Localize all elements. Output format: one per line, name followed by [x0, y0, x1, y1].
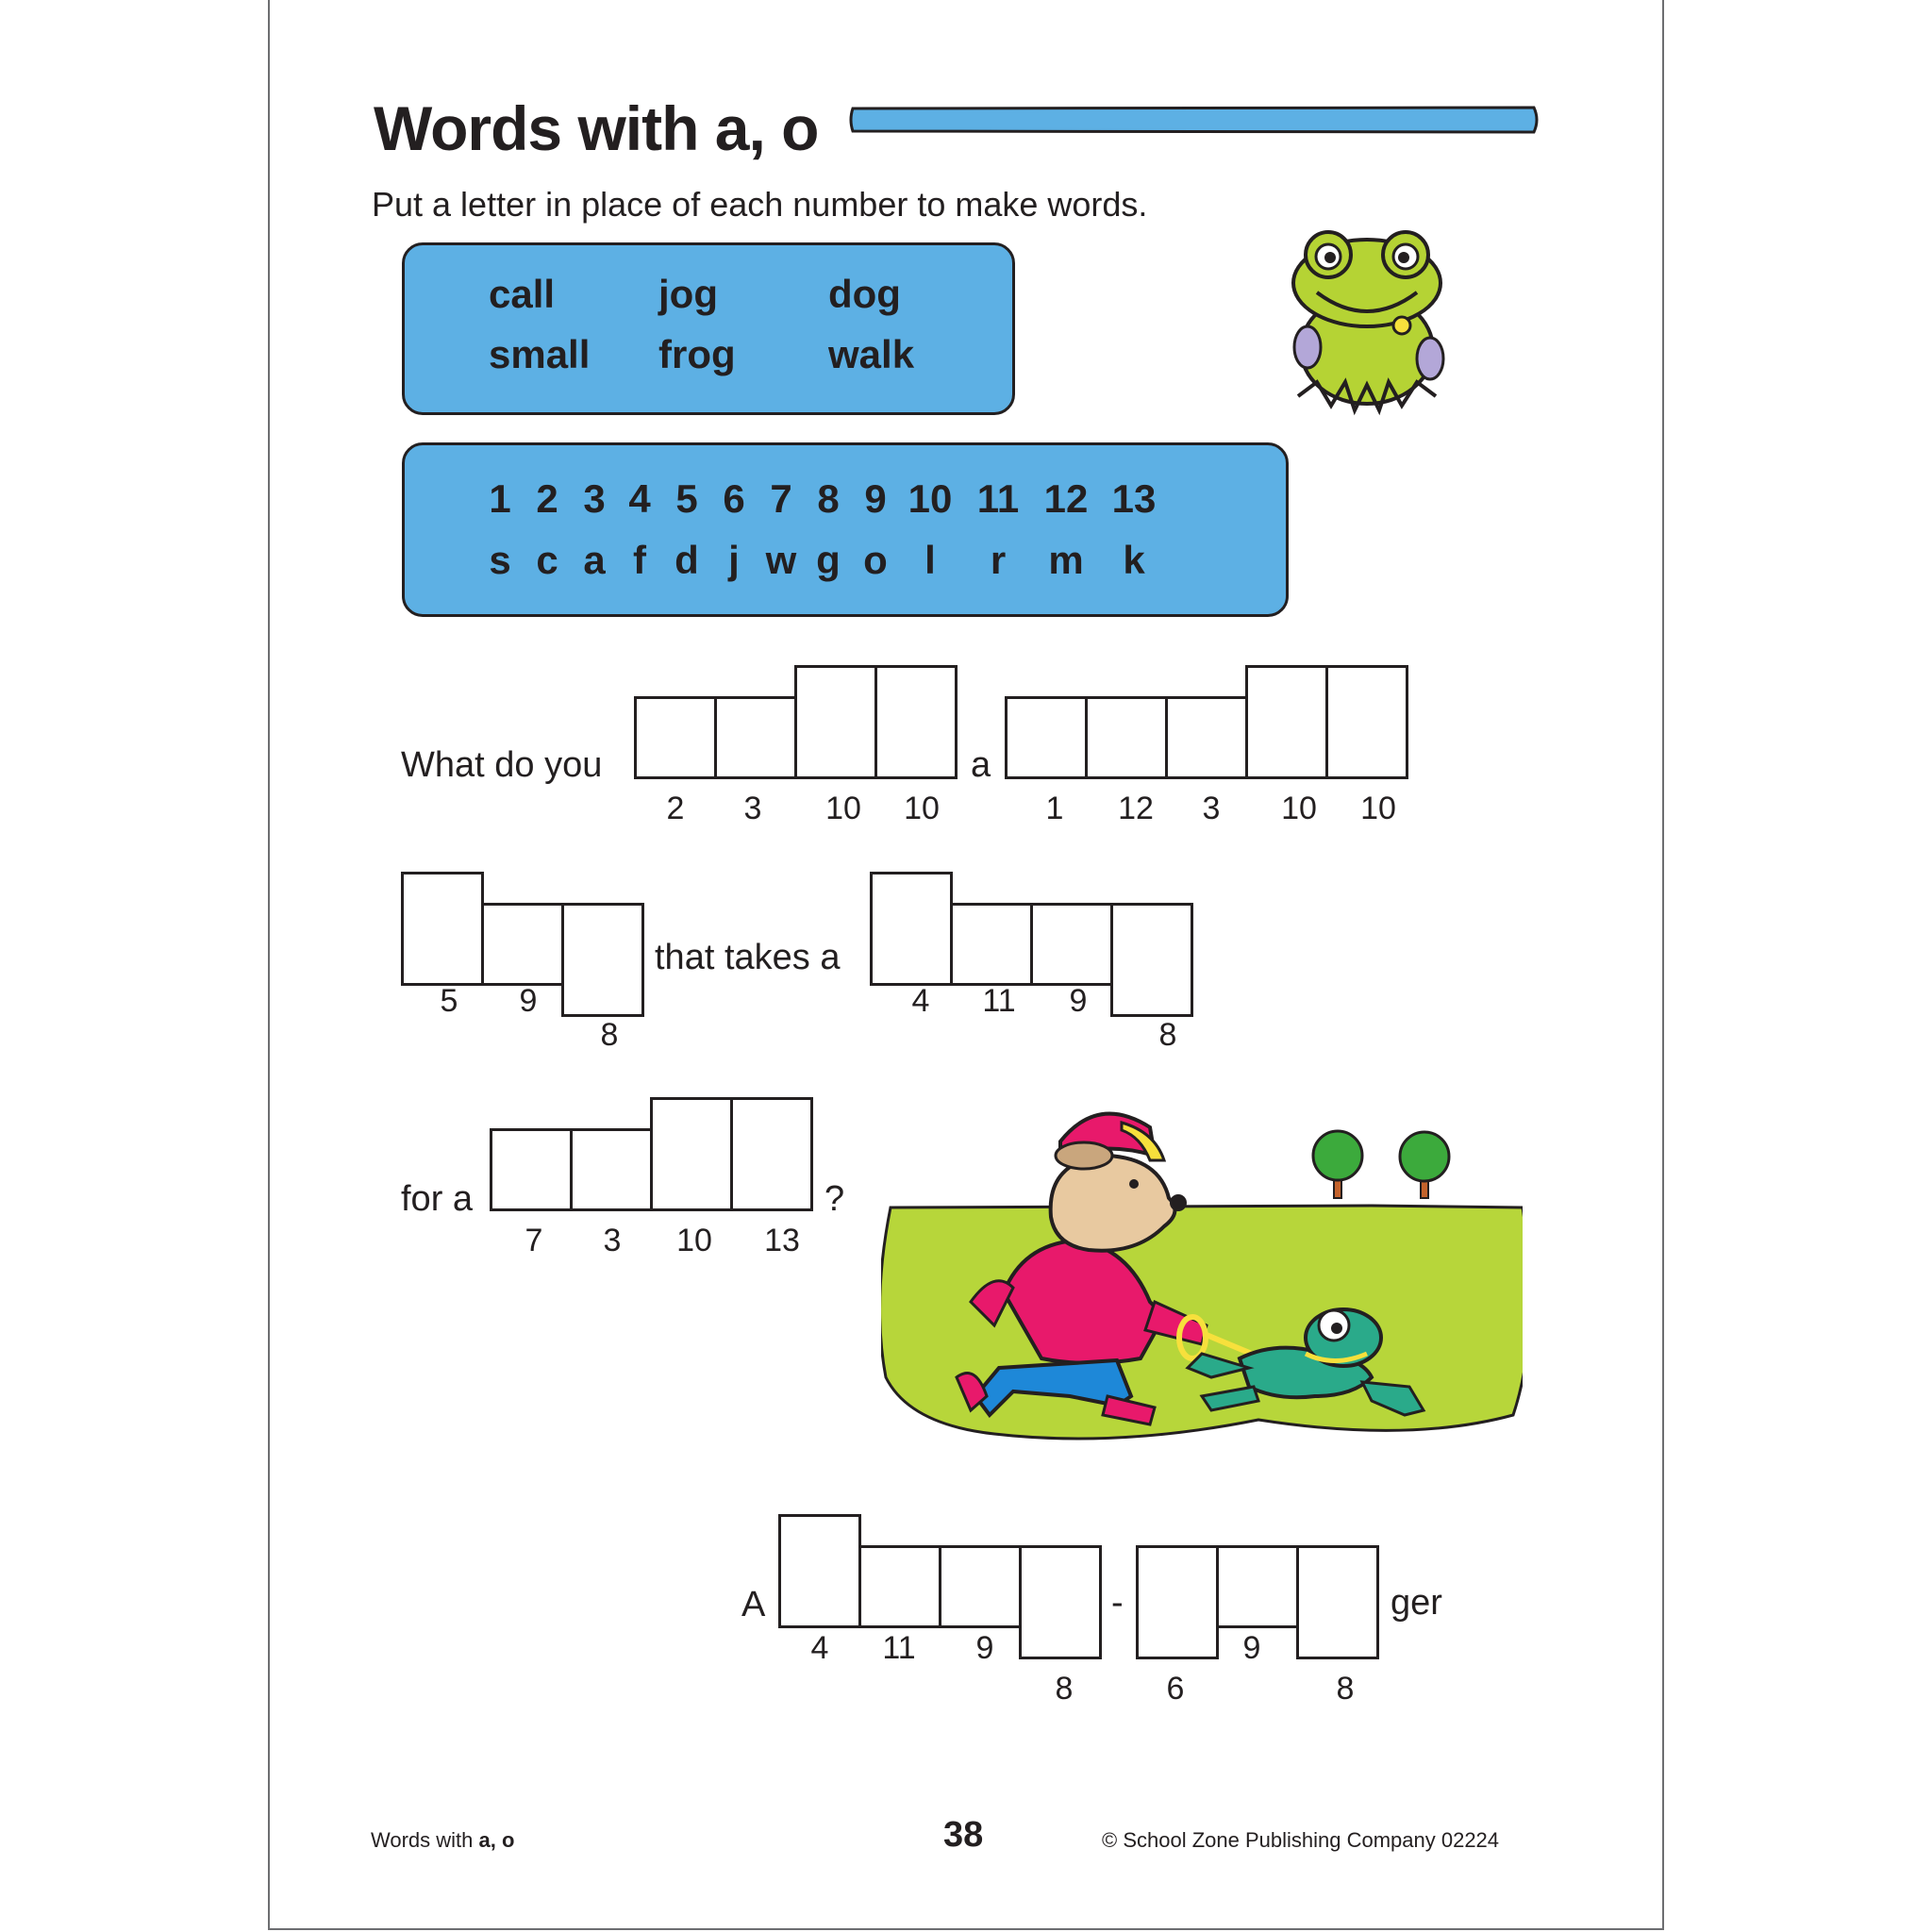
hyphen: -	[1111, 1583, 1124, 1623]
box-number: 4	[911, 983, 930, 1019]
code-letter: k	[1123, 538, 1145, 582]
letter-box[interactable]	[650, 1097, 733, 1211]
sentence-text: for a	[401, 1179, 474, 1219]
box-number: 9	[519, 983, 538, 1019]
letter-box[interactable]	[874, 665, 958, 779]
box-number: 6	[1166, 1671, 1185, 1707]
code-letter: c	[536, 538, 558, 582]
footer-topic	[371, 1828, 514, 1853]
box-number: 2	[666, 791, 685, 826]
box-number: 10	[676, 1223, 712, 1258]
letter-box[interactable]	[870, 872, 953, 986]
letter-box[interactable]	[1325, 665, 1408, 779]
code-letter: l	[924, 538, 936, 582]
box-number: 11	[982, 983, 1016, 1019]
box-number: 3	[603, 1223, 622, 1258]
box-number: 8	[1158, 1017, 1177, 1053]
letter-box[interactable]	[1019, 1545, 1102, 1659]
code-letter: a	[583, 538, 606, 582]
letter-box[interactable]	[1030, 903, 1113, 986]
letter-box[interactable]	[490, 1128, 573, 1211]
footer-topic-text: Words with	[371, 1828, 474, 1852]
code-number: 7	[770, 476, 792, 521]
sentence-text: that takes a	[655, 938, 841, 977]
letter-box[interactable]	[1216, 1545, 1299, 1628]
box-number: 12	[1118, 791, 1154, 826]
letter-box[interactable]	[1245, 665, 1328, 779]
code-number: 12	[1043, 476, 1089, 521]
answer-text: A	[741, 1585, 766, 1624]
code-letter: j	[728, 538, 740, 582]
word-bank-word: frog	[658, 332, 736, 376]
box-number: 4	[810, 1630, 829, 1666]
box-number: 11	[882, 1630, 916, 1666]
box-number: 3	[743, 791, 762, 826]
word-bank-box	[402, 242, 1015, 415]
sentence-text: a	[971, 745, 991, 785]
box-number: 9	[1069, 983, 1088, 1019]
box-number: 8	[1336, 1671, 1355, 1707]
letter-box[interactable]	[794, 665, 877, 779]
box-number: 5	[440, 983, 458, 1019]
page-title: Words with a, o	[374, 93, 819, 163]
dog-walking-frog-illustration	[881, 1085, 1523, 1453]
letter-box[interactable]	[939, 1545, 1022, 1628]
letter-box[interactable]	[1296, 1545, 1379, 1659]
box-number: 7	[525, 1223, 543, 1258]
box-number: 10	[825, 791, 861, 826]
tree-icon	[1313, 1131, 1362, 1198]
code-number: 6	[723, 476, 745, 521]
footer-topic-letters: a, o	[478, 1828, 515, 1852]
code-number: 4	[628, 476, 651, 521]
letter-box[interactable]	[401, 872, 484, 986]
letter-box[interactable]	[1085, 696, 1168, 779]
letter-box[interactable]	[778, 1514, 861, 1628]
code-number: 13	[1111, 476, 1157, 521]
box-number: 9	[1242, 1630, 1261, 1666]
word-bank-word: walk	[828, 332, 915, 376]
code-number: 9	[864, 476, 887, 521]
letter-box[interactable]	[730, 1097, 813, 1211]
word-bank-word: dog	[828, 272, 901, 316]
answer-text: ger	[1391, 1583, 1442, 1623]
letter-box[interactable]	[561, 903, 644, 1017]
code-number: 3	[583, 476, 606, 521]
letter-box[interactable]	[858, 1545, 941, 1628]
box-number: 9	[975, 1630, 994, 1666]
code-letter: g	[816, 538, 841, 582]
code-letter: o	[863, 538, 888, 582]
page-number: 38	[943, 1815, 984, 1855]
code-letter: s	[489, 538, 511, 582]
code-letter: d	[675, 538, 699, 582]
box-number: 10	[1281, 791, 1317, 826]
tree-icon	[1400, 1132, 1449, 1198]
letter-box[interactable]	[634, 696, 717, 779]
code-number: 5	[675, 476, 698, 521]
box-number: 13	[764, 1223, 800, 1258]
title-underline-bar	[845, 103, 1540, 137]
code-letter: w	[765, 538, 797, 582]
letter-box[interactable]	[1005, 696, 1088, 779]
letter-box[interactable]	[570, 1128, 653, 1211]
code-letter: m	[1048, 538, 1084, 582]
box-number: 10	[1360, 791, 1396, 826]
instructions: Put a letter in place of each number to make words.	[372, 185, 1148, 224]
smiling-frog-illustration	[1279, 217, 1455, 425]
code-number: 1	[489, 476, 511, 521]
code-number: 10	[908, 476, 953, 521]
letter-box[interactable]	[1110, 903, 1193, 1017]
box-number: 3	[1202, 791, 1221, 826]
code-number: 8	[817, 476, 840, 521]
letter-box[interactable]	[1136, 1545, 1219, 1659]
code-letter: f	[633, 538, 646, 582]
letter-box[interactable]	[1165, 696, 1248, 779]
word-bank-word: jog	[658, 272, 718, 316]
sentence-text: ?	[824, 1179, 845, 1219]
word-bank-word: small	[489, 332, 591, 376]
box-number: 8	[1055, 1671, 1074, 1707]
box-number: 1	[1045, 791, 1064, 826]
code-number: 2	[536, 476, 558, 521]
letter-box[interactable]	[950, 903, 1033, 986]
letter-box[interactable]	[714, 696, 797, 779]
copyright: © School Zone Publishing Company 02224	[1102, 1828, 1500, 1852]
box-number: 10	[904, 791, 940, 826]
letter-box[interactable]	[481, 903, 564, 986]
sentence-text: What do you	[401, 745, 603, 785]
box-number: 8	[600, 1017, 619, 1053]
code-key-box	[402, 442, 1289, 617]
word-bank-word: call	[489, 272, 556, 316]
code-number: 11	[976, 476, 1020, 521]
code-letter: r	[990, 538, 1007, 582]
